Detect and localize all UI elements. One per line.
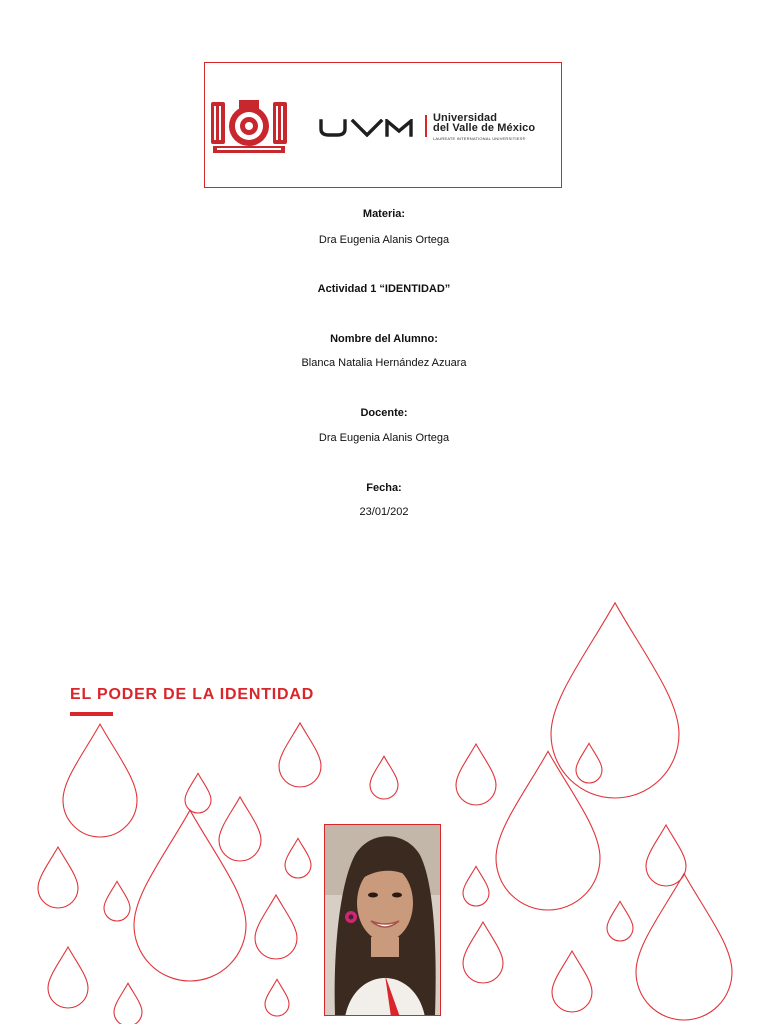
university-tagline: LAUREATE INTERNATIONAL UNIVERSITIES®	[433, 136, 526, 141]
droplet-2	[551, 603, 679, 798]
droplet-16	[463, 866, 489, 906]
alumno-label: Nombre del Alumno:	[330, 333, 438, 345]
section-title: EL PODER DE LA IDENTIDAD	[70, 686, 315, 703]
droplet-22	[114, 983, 142, 1024]
droplet-10	[496, 751, 600, 910]
student-photo	[324, 824, 441, 1016]
university-name-line1: Universidad	[433, 112, 498, 124]
droplet-1	[63, 724, 137, 837]
title-underline	[70, 712, 113, 716]
droplet-23	[265, 979, 289, 1016]
droplet-6	[576, 743, 602, 783]
portrait-image	[325, 825, 441, 1016]
droplet-19	[552, 951, 592, 1012]
droplet-20	[636, 874, 732, 1020]
droplet-15	[255, 895, 297, 959]
droplet-5	[456, 744, 496, 805]
alumno-value: Blanca Natalia Hernández Azuara	[301, 357, 467, 369]
droplet-3	[279, 723, 321, 787]
droplet-14	[134, 810, 246, 981]
droplet-21	[48, 947, 88, 1008]
droplet-12	[38, 847, 78, 908]
materia-value: Dra Eugenia Alanis Ortega	[318, 234, 450, 246]
droplet-4	[370, 756, 398, 799]
fecha-value: 23/01/202	[359, 506, 409, 518]
actividad-title: Actividad 1 “IDENTIDAD”	[317, 283, 451, 295]
materia-label: Materia:	[362, 208, 406, 220]
droplet-8	[219, 797, 261, 861]
docente-label: Docente:	[360, 407, 408, 419]
droplet-13	[104, 881, 130, 921]
droplet-11	[646, 825, 686, 886]
droplet-9	[285, 838, 311, 878]
droplet-17	[607, 901, 633, 941]
droplet-18	[463, 922, 503, 983]
droplet-7	[185, 773, 211, 813]
fecha-label: Fecha:	[366, 482, 402, 494]
docente-value: Dra Eugenia Alanis Ortega	[318, 432, 450, 444]
university-name-line2: del Valle de México	[433, 122, 536, 134]
